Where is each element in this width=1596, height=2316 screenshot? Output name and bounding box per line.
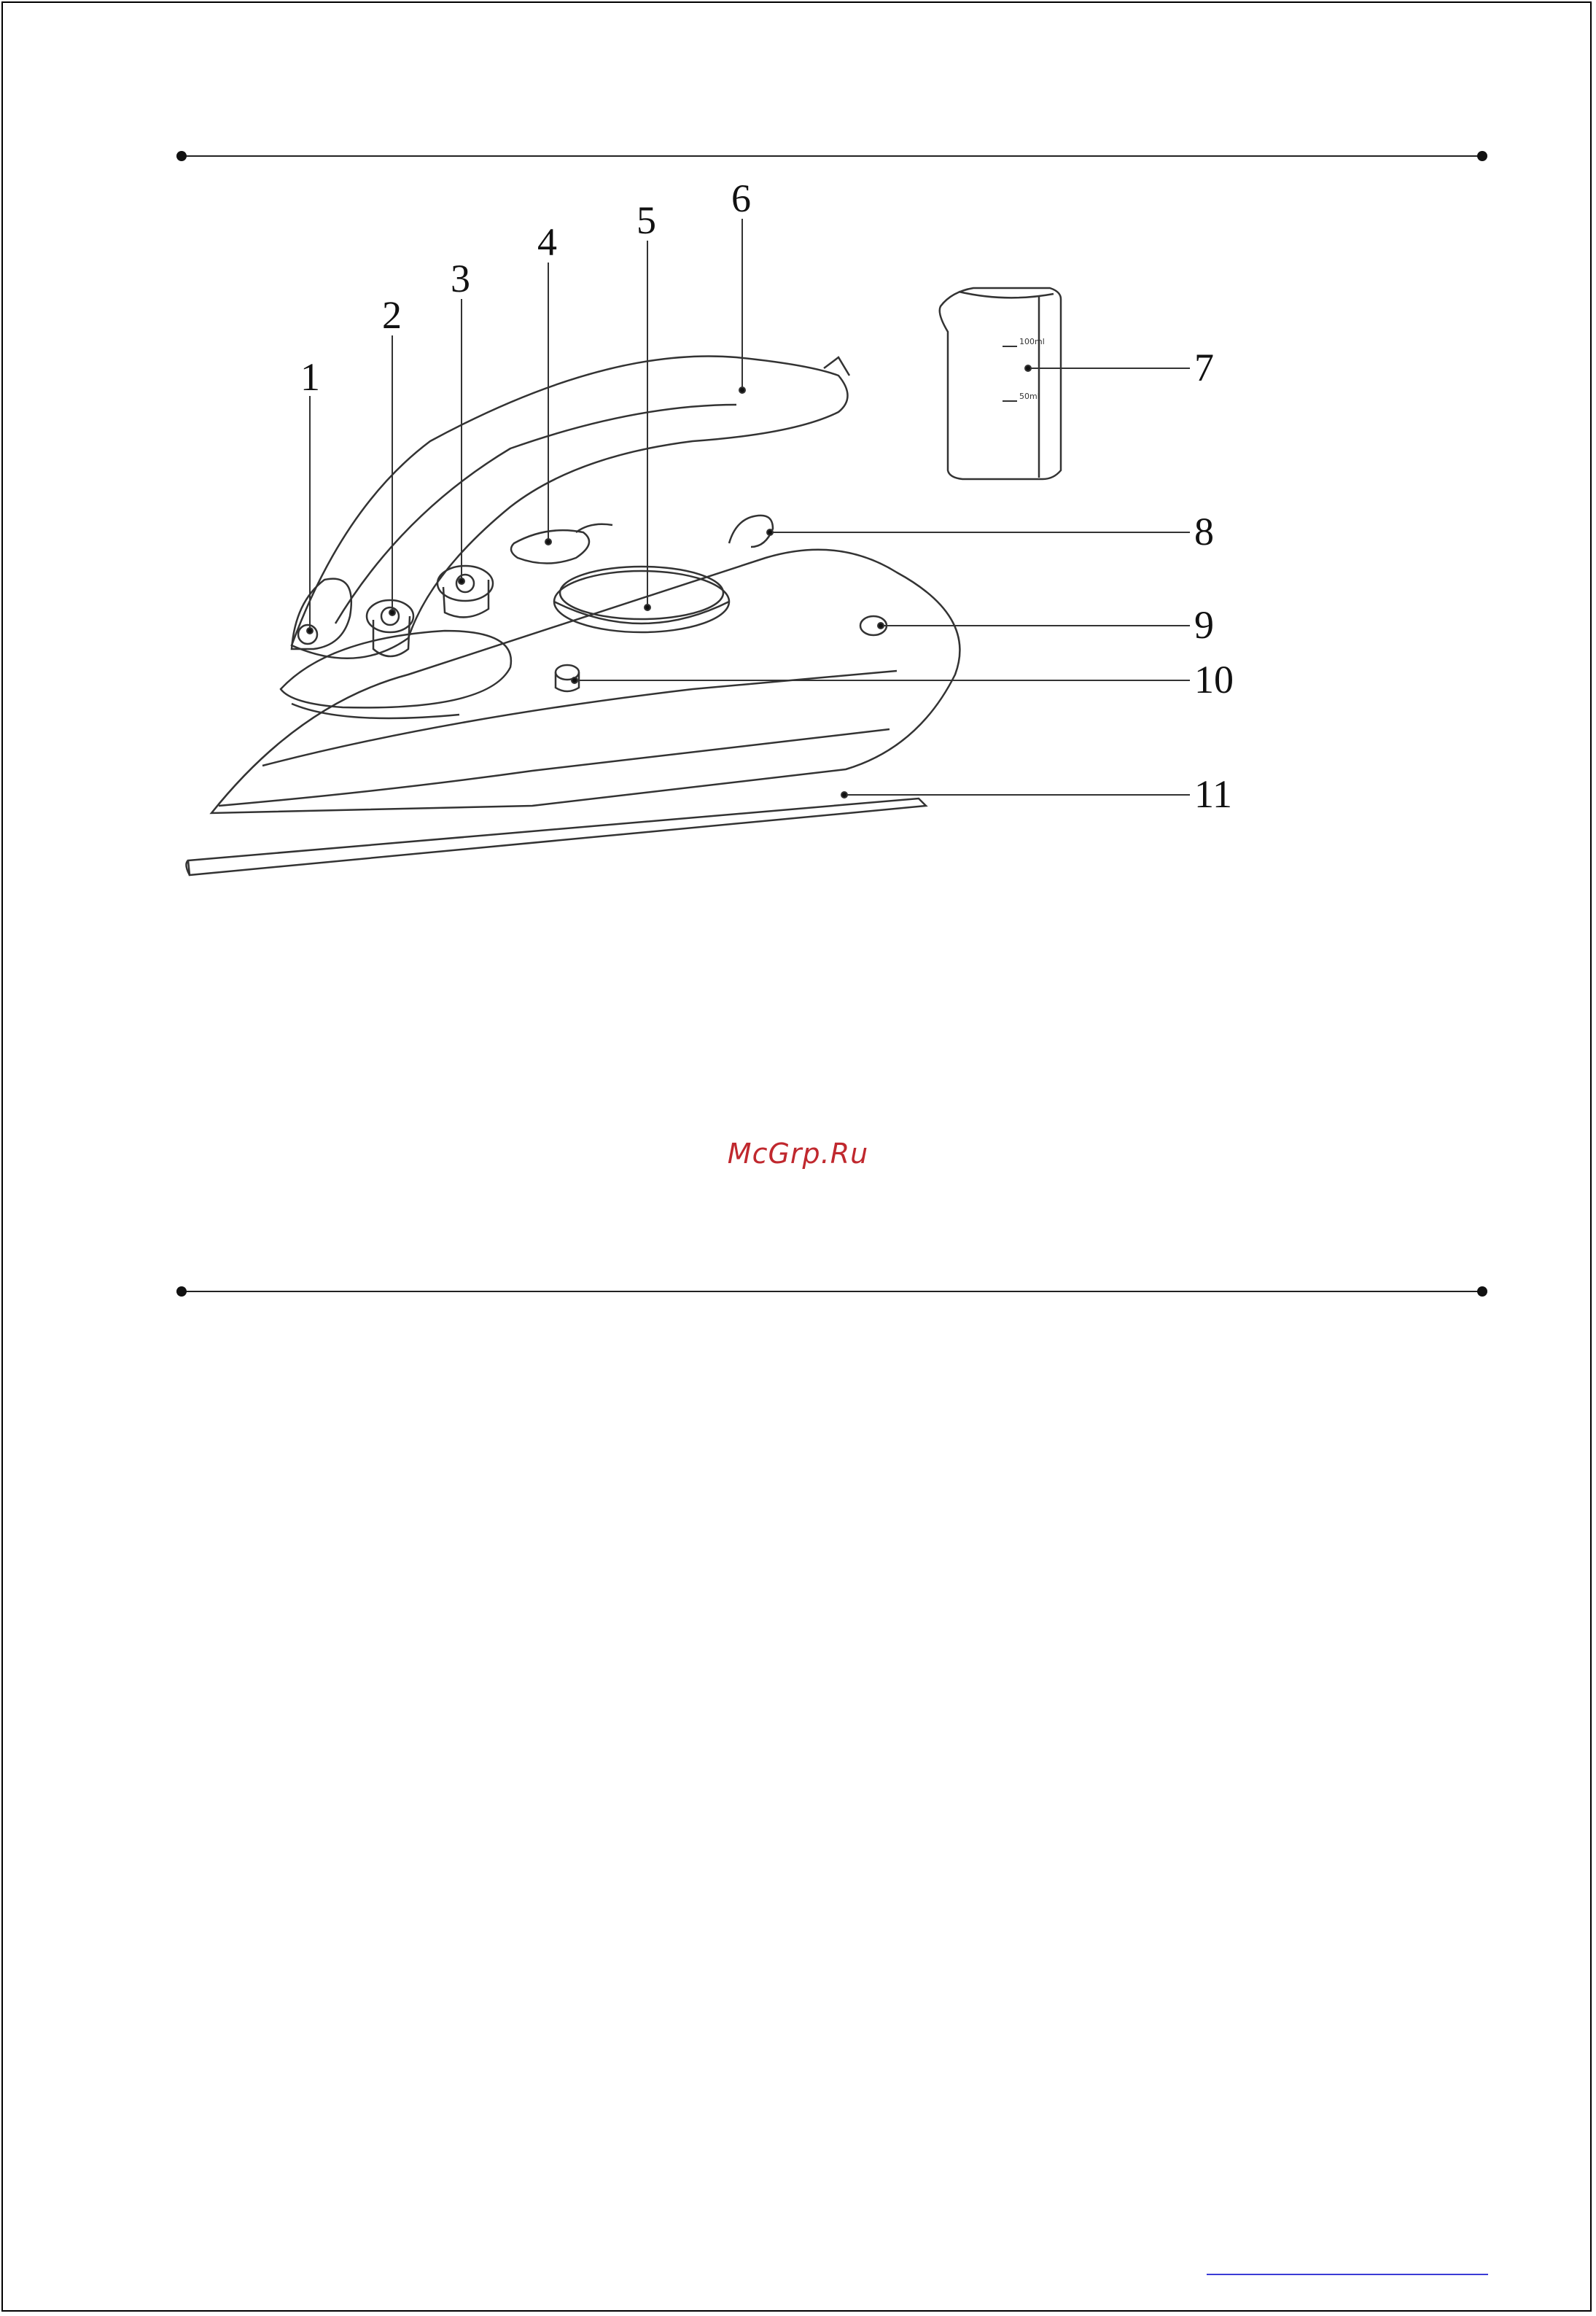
footer-link-underline[interactable] <box>1207 2274 1488 2275</box>
callout-8: 8 <box>1194 510 1214 553</box>
callout-3: 3 <box>451 257 470 300</box>
rule-endpoint-right <box>1477 1286 1487 1297</box>
callout-1: 1 <box>300 355 320 399</box>
rule-endpoint-left <box>176 151 187 161</box>
cord-guard <box>729 516 773 547</box>
leader-lines <box>307 219 1190 798</box>
rule-endpoint-right <box>1477 151 1487 161</box>
top-divider-rule <box>181 155 1483 157</box>
travel-iron-diagram <box>168 164 1291 908</box>
bottom-divider-rule <box>181 1291 1483 1292</box>
callout-9: 9 <box>1194 603 1214 647</box>
iron-body <box>211 550 959 813</box>
callout-6: 6 <box>731 176 751 220</box>
nose-button <box>298 625 317 644</box>
cup-mark-100ml: 100ml <box>1019 337 1045 346</box>
callout-7: 7 <box>1194 346 1214 389</box>
watermark: McGrp.Ru <box>727 1138 869 1170</box>
callout-11: 11 <box>1194 772 1232 816</box>
cup-mark-50ml: 50ml <box>1019 392 1040 401</box>
measuring-cup <box>940 288 1061 479</box>
soleplate <box>188 798 926 875</box>
callout-4: 4 <box>537 220 557 264</box>
callout-10: 10 <box>1194 658 1234 702</box>
rule-endpoint-left <box>176 1286 187 1297</box>
callout-5: 5 <box>637 198 656 242</box>
temperature-slider <box>511 530 589 563</box>
callout-2: 2 <box>382 293 402 337</box>
handle <box>292 356 848 658</box>
